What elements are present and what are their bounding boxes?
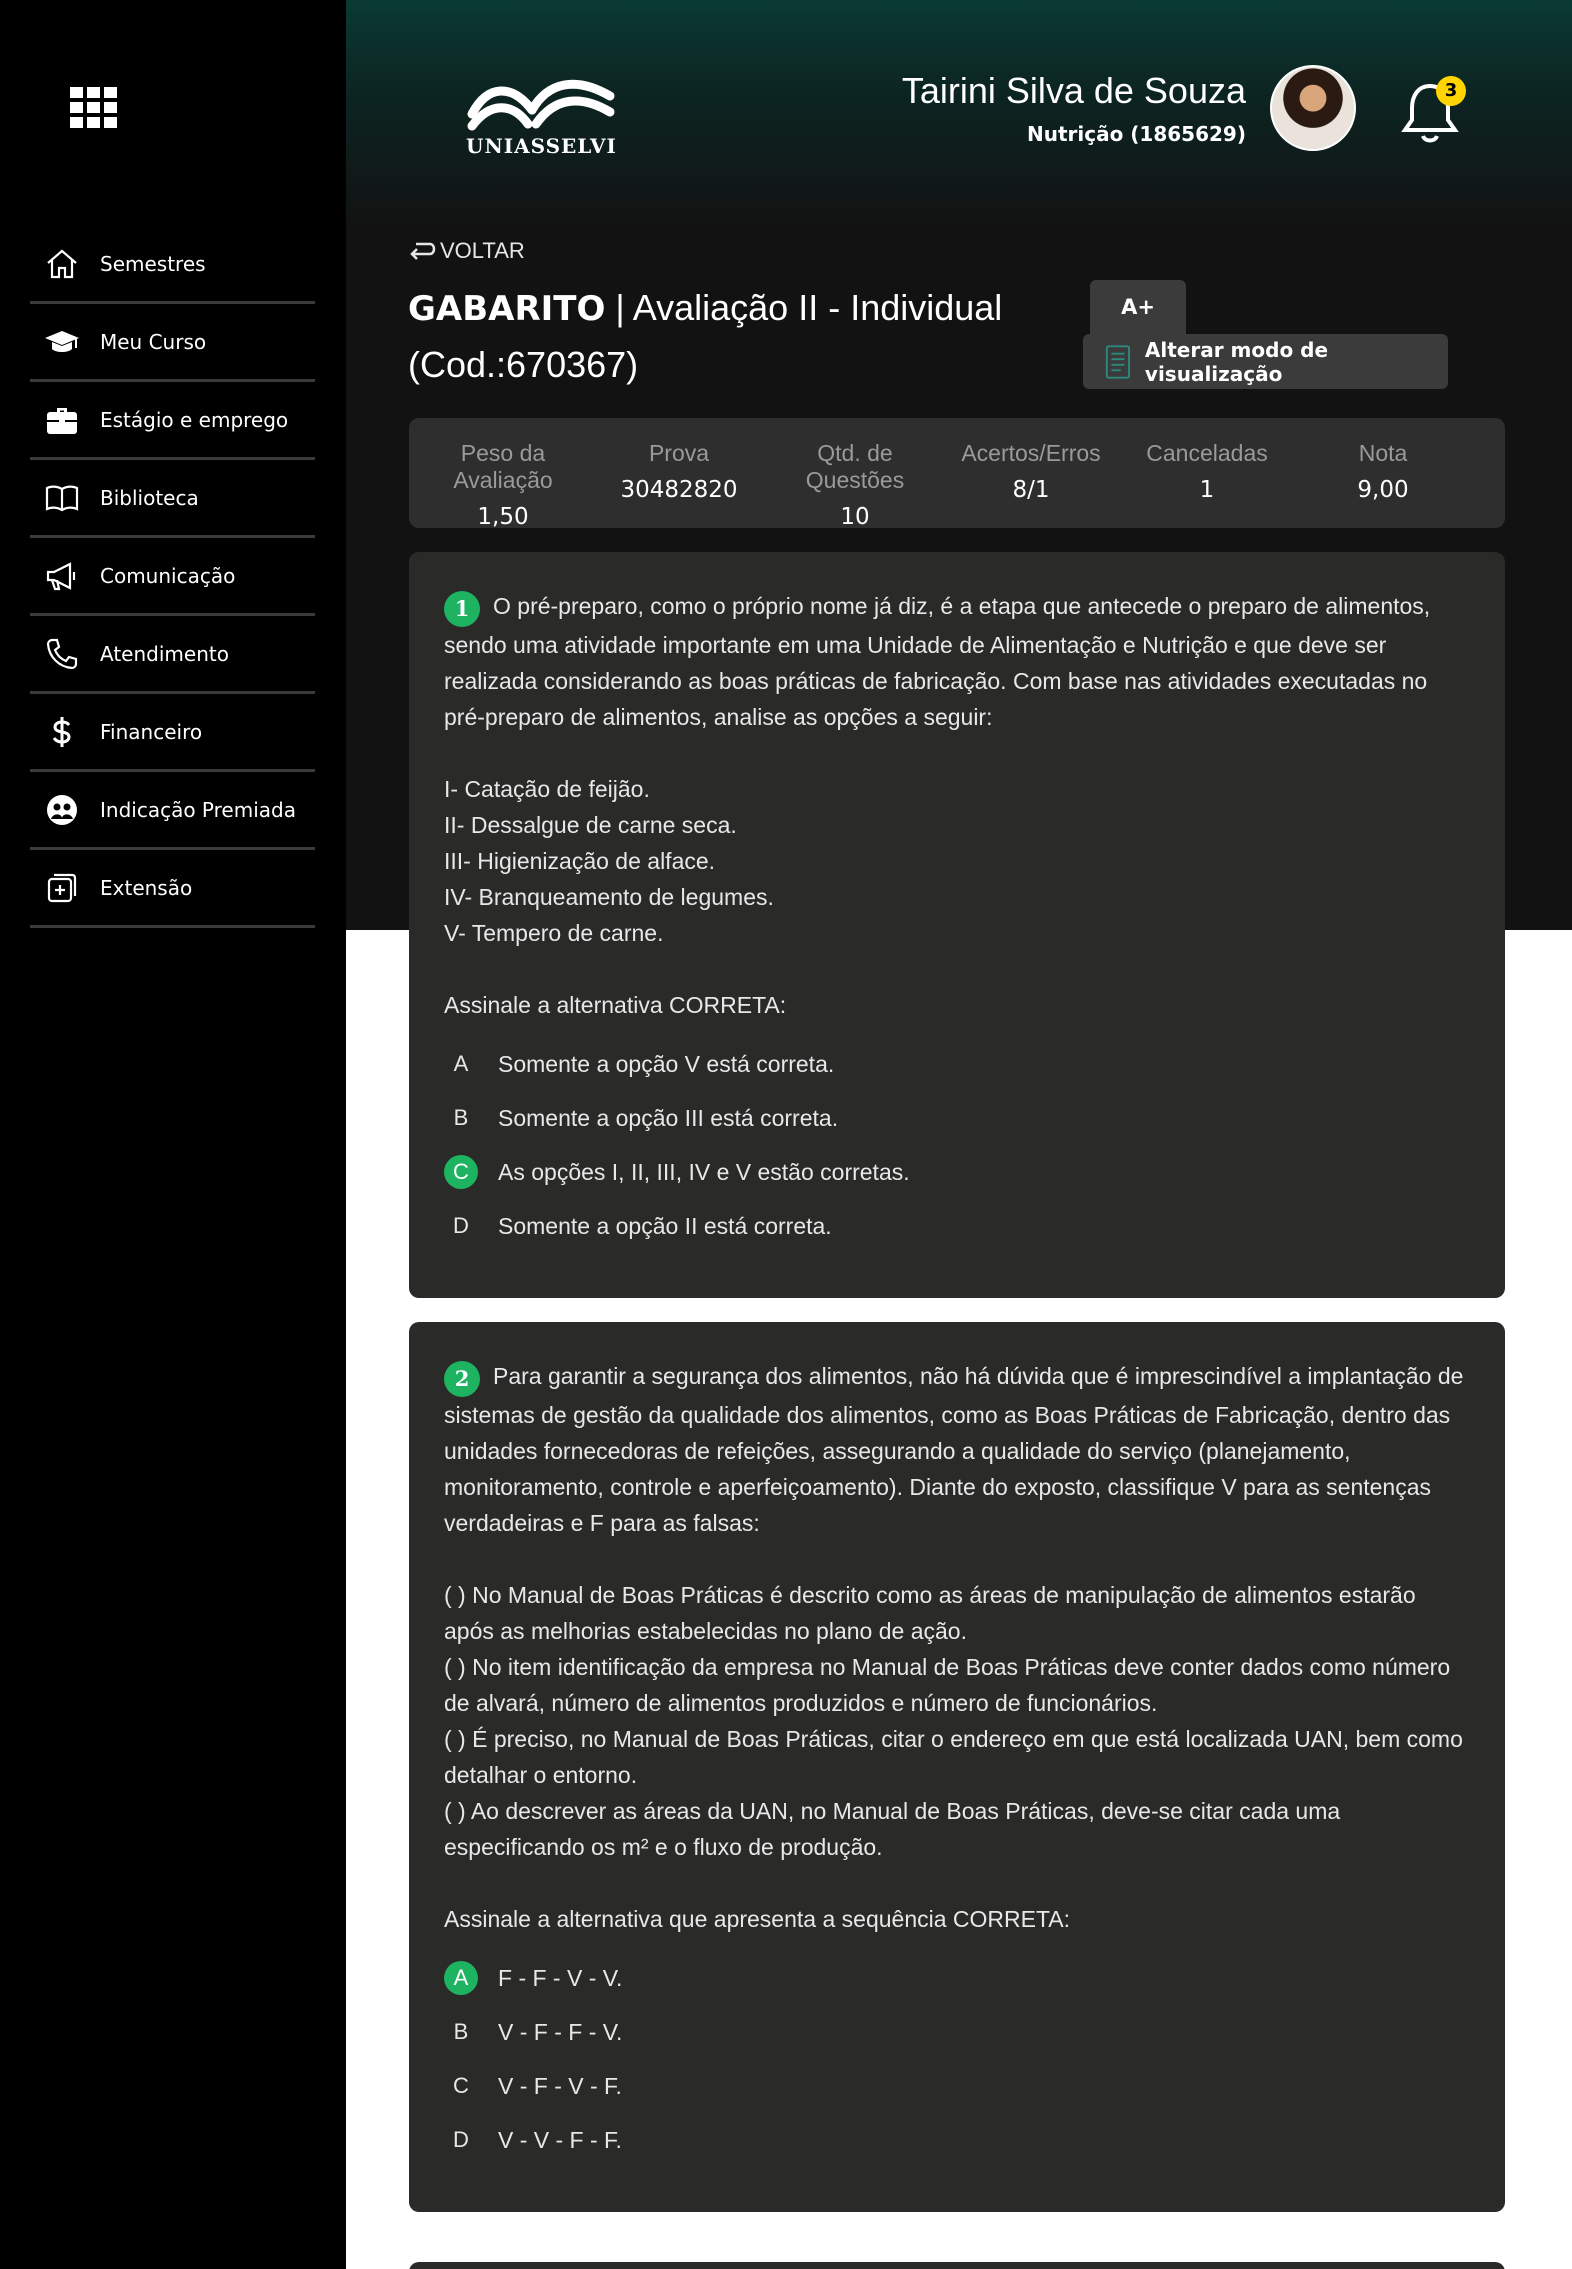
back-label: VOLTAR [440, 238, 525, 263]
stat-grade [1295, 418, 1471, 528]
stat-value: 1 [1199, 477, 1215, 503]
option-letter-correct: A [444, 1961, 478, 1995]
option-text: V - V - F - F. [498, 2127, 622, 2153]
logo-text: UNIASSELVI [466, 134, 617, 158]
next-question-card [409, 2262, 1505, 2269]
question-line: ( ) No Manual de Boas Práticas é descrito como as áreas de manipulação de alimentos estarão após as melhorias estabelecidas no plano de ação. [444, 1582, 1416, 1644]
stat-label: Acertos/Erros [961, 440, 1101, 466]
answer-option[interactable] [444, 2005, 1469, 2059]
stat-value: 9,00 [1357, 477, 1409, 503]
stat-value: 8/1 [1012, 477, 1050, 503]
answer-option[interactable] [444, 2113, 1469, 2167]
stat-weight [415, 418, 591, 528]
stat-value: 10 [840, 504, 870, 530]
question-line: I- Catação de feijão. [444, 776, 650, 802]
briefcase-icon [44, 402, 80, 438]
stat-cancelled [1119, 418, 1295, 528]
back-link[interactable] [408, 238, 525, 264]
question-line: II- Dessalgue de carne seca. [444, 812, 737, 838]
question-number: 1 [444, 591, 480, 627]
sidebar-item-meu-curso[interactable] [30, 304, 315, 382]
sidebar-item-financeiro[interactable] [30, 694, 315, 772]
home-icon [44, 246, 80, 282]
phone-icon [44, 636, 80, 672]
option-letter: D [453, 2127, 469, 2152]
sidebar-item-label: Extensão [100, 875, 193, 900]
sidebar-item-label: Semestres [100, 251, 206, 276]
question-card [409, 552, 1505, 1298]
sidebar-item-comunicacao[interactable] [30, 538, 315, 616]
question-line [444, 1865, 1469, 1901]
referral-icon [44, 792, 80, 828]
answer-option-correct[interactable] [444, 1145, 1469, 1199]
stat-exam [591, 418, 767, 528]
sidebar-item-label: Comunicação [100, 563, 236, 588]
user-course: Nutrição (1865629) [1026, 122, 1246, 146]
option-text: V - F - V - F. [498, 2073, 622, 2099]
sidebar-item-indicacao[interactable] [30, 772, 315, 850]
avatar[interactable] [1270, 65, 1356, 151]
answer-options [444, 1037, 1469, 1253]
question-card [409, 1322, 1505, 2212]
option-text: Somente a opção III está correta. [498, 1105, 839, 1131]
return-arrow-icon [408, 240, 436, 262]
book-icon [44, 480, 80, 516]
question-number: 2 [444, 1361, 480, 1397]
user-name: Tairini Silva de Souza [901, 70, 1246, 111]
question-line: V- Tempero de carne. [444, 920, 664, 946]
sidebar-item-extensao[interactable] [30, 850, 315, 928]
stat-label: Nota [1358, 440, 1408, 466]
answer-option[interactable] [444, 1037, 1469, 1091]
answer-option[interactable] [444, 2059, 1469, 2113]
sidebar-item-label: Estágio e emprego [100, 407, 289, 432]
question-line: ( ) No item identificação da empresa no Manual de Boas Práticas deve conter dados como número de alvará, número de alimentos produzidos e número de funcionários. [444, 1654, 1451, 1716]
stat-label: Canceladas [1146, 440, 1268, 466]
sidebar-nav [30, 226, 315, 928]
graduation-cap-icon [44, 324, 80, 360]
option-text: As opções I, II, III, IV e V estão corretas. [498, 1159, 910, 1185]
sidebar-item-atendimento[interactable] [30, 616, 315, 694]
uniasselvi-logo[interactable] [466, 66, 616, 162]
evaluation-stats [409, 418, 1505, 528]
sidebar-item-semestres[interactable] [30, 226, 315, 304]
sidebar-item-label: Biblioteca [100, 485, 199, 510]
sidebar [0, 0, 346, 2269]
question-line [444, 735, 1469, 771]
page-title-rest: | Avaliação II - Individual (Cod.:670367) [408, 287, 1003, 385]
question-text [444, 1358, 1469, 1937]
sidebar-item-estagio[interactable] [30, 382, 315, 460]
dollar-icon [44, 714, 80, 750]
question-line: ( ) Ao descrever as áreas da UAN, no Manual de Boas Práticas, deve-se citar cada uma especificando os m² e o fluxo de produção. [444, 1798, 1341, 1860]
stat-hits-misses [943, 418, 1119, 528]
option-text: V - F - F - V. [498, 2019, 623, 2045]
stat-value: 30482820 [620, 477, 738, 503]
sidebar-item-label: Financeiro [100, 719, 203, 744]
question-line: Assinale a alternativa que apresenta a sequência CORRETA: [444, 1906, 1071, 1932]
question-line: IV- Branqueamento de legumes. [444, 884, 774, 910]
change-view-mode-button[interactable] [1083, 334, 1448, 389]
option-letter: C [453, 2073, 469, 2098]
document-icon [1105, 343, 1131, 381]
option-letter: A [453, 1051, 469, 1076]
question-line: ( ) É preciso, no Manual de Boas Práticas, citar o endereço em que está localizada UAN, bem como detalhar o entorno. [444, 1726, 1463, 1788]
apps-grid-icon[interactable] [70, 87, 118, 127]
option-text: F - F - V - V. [498, 1965, 623, 1991]
question-statement: O pré-preparo, como o próprio nome já diz, é a etapa que antecede o preparo de alimentos, sendo uma atividade importante em uma Unidade de Alimentação e Nutrição e que deve ser realizada considerando as boas práticas de fabricação. Com base nas atividades executadas no pré-preparo de alimentos, analise as opções a seguir: [444, 593, 1431, 730]
sidebar-item-label: Atendimento [100, 641, 229, 666]
stat-value: 1,50 [477, 504, 529, 530]
notification-badge: 3 [1436, 76, 1466, 106]
stat-label: Prova [648, 440, 710, 466]
page-title-bold: GABARITO [408, 289, 606, 329]
option-text: Somente a opção II está correta. [498, 1213, 832, 1239]
option-letter: B [453, 2019, 469, 2044]
answer-option[interactable] [444, 1199, 1469, 1253]
question-line [444, 1541, 1469, 1577]
page-title [408, 280, 1028, 393]
question-statement: Para garantir a segurança dos alimentos, não há dúvida que é imprescindível a implantação de sistemas de gestão da qualidade dos alimentos, como as Boas Práticas de Fabricação, dentro das unidades fornecedoras de refeições, assegurando a qualidade do serviço (planejamento, monitoramento, controle e aperfeiçoamento). Diante do exposto, classifique V para as sentenças verdadeiras e F para as falsas: [444, 1363, 1464, 1536]
sidebar-item-label: Meu Curso [100, 329, 207, 354]
stat-question-count [767, 418, 943, 528]
sidebar-item-label: Indicação Premiada [100, 797, 296, 822]
question-line: Assinale a alternativa CORRETA: [444, 992, 787, 1018]
stat-label: Peso da Avaliação [453, 440, 553, 493]
stat-label: Qtd. de Questões [805, 440, 905, 493]
sidebar-item-biblioteca[interactable] [30, 460, 315, 538]
question-line [444, 951, 1469, 987]
megaphone-icon [44, 558, 80, 594]
option-text: Somente a opção V está correta. [498, 1051, 835, 1077]
option-letter-correct: C [444, 1155, 478, 1189]
increase-font-button[interactable]: A+ [1090, 280, 1186, 334]
extension-icon [44, 870, 80, 906]
answer-option[interactable] [444, 1091, 1469, 1145]
answer-option-correct[interactable] [444, 1951, 1469, 2005]
change-view-mode-label: Alterar modo de visualização [1144, 337, 1329, 386]
option-letter: D [453, 1213, 469, 1238]
question-line: III- Higienização de alface. [444, 848, 716, 874]
answer-options [444, 1951, 1469, 2167]
option-letter: B [453, 1105, 469, 1130]
question-text [444, 588, 1469, 1023]
